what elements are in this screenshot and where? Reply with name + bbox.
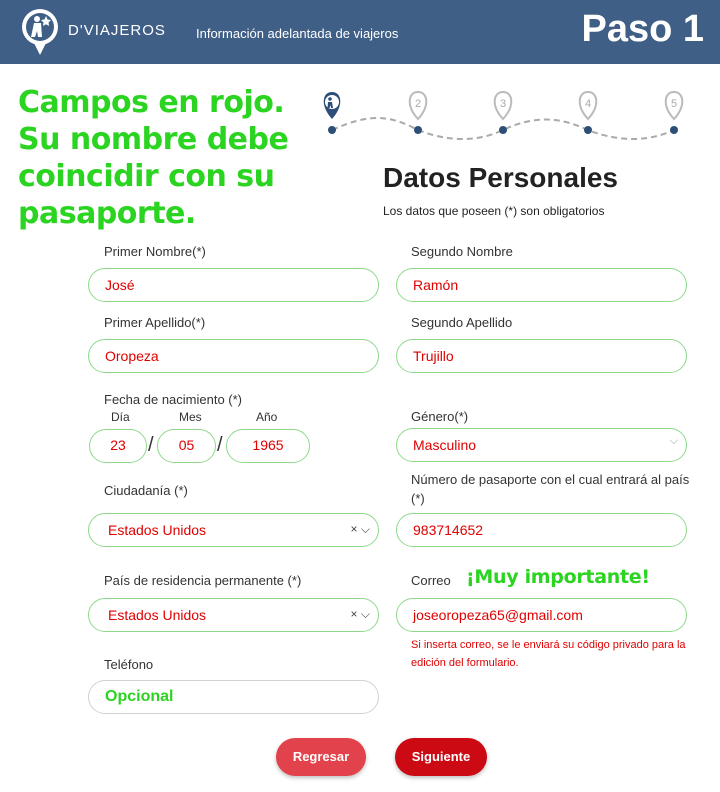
phone-field[interactable] <box>88 680 379 714</box>
passport-label: Número de pasaporte con el cual entrará al país (*) <box>411 472 690 506</box>
residence-select[interactable] <box>88 598 379 632</box>
birth-day-value: 23 <box>110 437 126 453</box>
chevron-down-icon[interactable]: ⌵ <box>360 522 370 536</box>
top-header <box>0 0 720 64</box>
email-field[interactable] <box>396 598 687 632</box>
second-surname-label: Segundo Apellido <box>411 315 513 330</box>
first-surname-label: Primer Apellido(*) <box>104 315 206 330</box>
date-separator-2: / <box>217 434 223 456</box>
email-info: Si inserta correo, se le enviará su código privado para la edición del formulario. <box>411 639 686 669</box>
annotation-main: Campos en rojo. Su nombre debe coincidir con su pasaporte. <box>18 85 289 231</box>
first-name-field[interactable] <box>88 268 379 302</box>
phone-placeholder: Opcional <box>105 688 174 705</box>
traveler-logo-icon <box>20 7 60 57</box>
year-label: Año <box>256 410 278 424</box>
month-label: Mes <box>179 410 202 424</box>
step-5[interactable] <box>666 92 683 134</box>
step-4[interactable] <box>580 92 597 134</box>
clear-icon[interactable]: × <box>350 607 358 621</box>
email-label: Correo <box>411 573 451 588</box>
birth-year-field[interactable] <box>226 429 310 463</box>
first-surname-field[interactable] <box>88 339 379 373</box>
first-surname-value: Oropeza <box>105 348 159 364</box>
birth-day-field[interactable] <box>89 429 147 463</box>
second-surname-value: Trujillo <box>413 348 454 364</box>
passport-value: 983714652 <box>413 522 484 538</box>
second-name-field[interactable] <box>396 268 687 302</box>
email-value: joseoropeza65@gmail.com <box>413 607 583 623</box>
second-name-label: Segundo Nombre <box>411 244 513 259</box>
step-2-label: 2 <box>414 98 422 110</box>
second-name-value: Ramón <box>413 277 459 293</box>
step-3-label: 3 <box>499 98 507 110</box>
first-name-value: José <box>105 277 135 293</box>
gender-select[interactable] <box>396 428 687 462</box>
phone-label: Teléfono <box>104 657 154 672</box>
form-title: Datos Personales <box>383 162 618 193</box>
brand-name: D'VIAJEROS <box>68 22 166 39</box>
gender-value: Masculino <box>413 437 477 453</box>
step-progress <box>318 84 690 144</box>
brand-subtitle: Información adelantada de viajeros <box>196 26 399 41</box>
annotation-important: ¡Muy importante! <box>466 566 650 588</box>
next-button[interactable]: Siguiente <box>395 738 487 776</box>
birth-month-field[interactable] <box>157 429 216 463</box>
back-button[interactable]: Regresar <box>276 738 366 776</box>
date-separator-1: / <box>148 434 154 456</box>
clear-icon[interactable]: × <box>350 522 358 536</box>
gender-label: Género(*) <box>411 409 469 424</box>
second-surname-field[interactable] <box>396 339 687 373</box>
chevron-down-icon: ⌵ <box>669 435 678 447</box>
citizenship-select[interactable] <box>88 513 379 547</box>
chevron-down-icon[interactable]: ⌵ <box>360 607 370 621</box>
citizenship-controls[interactable] <box>351 522 370 537</box>
step-4-label: 4 <box>584 98 592 110</box>
citizenship-value: Estados Unidos <box>108 522 207 538</box>
birth-month-value: 05 <box>178 437 195 453</box>
passport-field[interactable] <box>396 513 687 547</box>
birth-year-value: 1965 <box>252 437 284 453</box>
residence-value: Estados Unidos <box>108 607 207 623</box>
birth-date-label: Fecha de nacimiento (*) <box>104 392 243 407</box>
first-name-label: Primer Nombre(*) <box>104 244 206 259</box>
residence-controls[interactable] <box>351 607 370 622</box>
step-title: Paso 1 <box>581 8 704 50</box>
residence-label: País de residencia permanente (*) <box>104 573 302 588</box>
required-note: Los datos que poseen (*) son obligatorios <box>383 204 605 218</box>
day-label: Día <box>111 410 130 424</box>
citizenship-label: Ciudadanía (*) <box>104 483 188 498</box>
step-1-active[interactable] <box>324 92 341 134</box>
step-5-label: 5 <box>670 98 678 110</box>
